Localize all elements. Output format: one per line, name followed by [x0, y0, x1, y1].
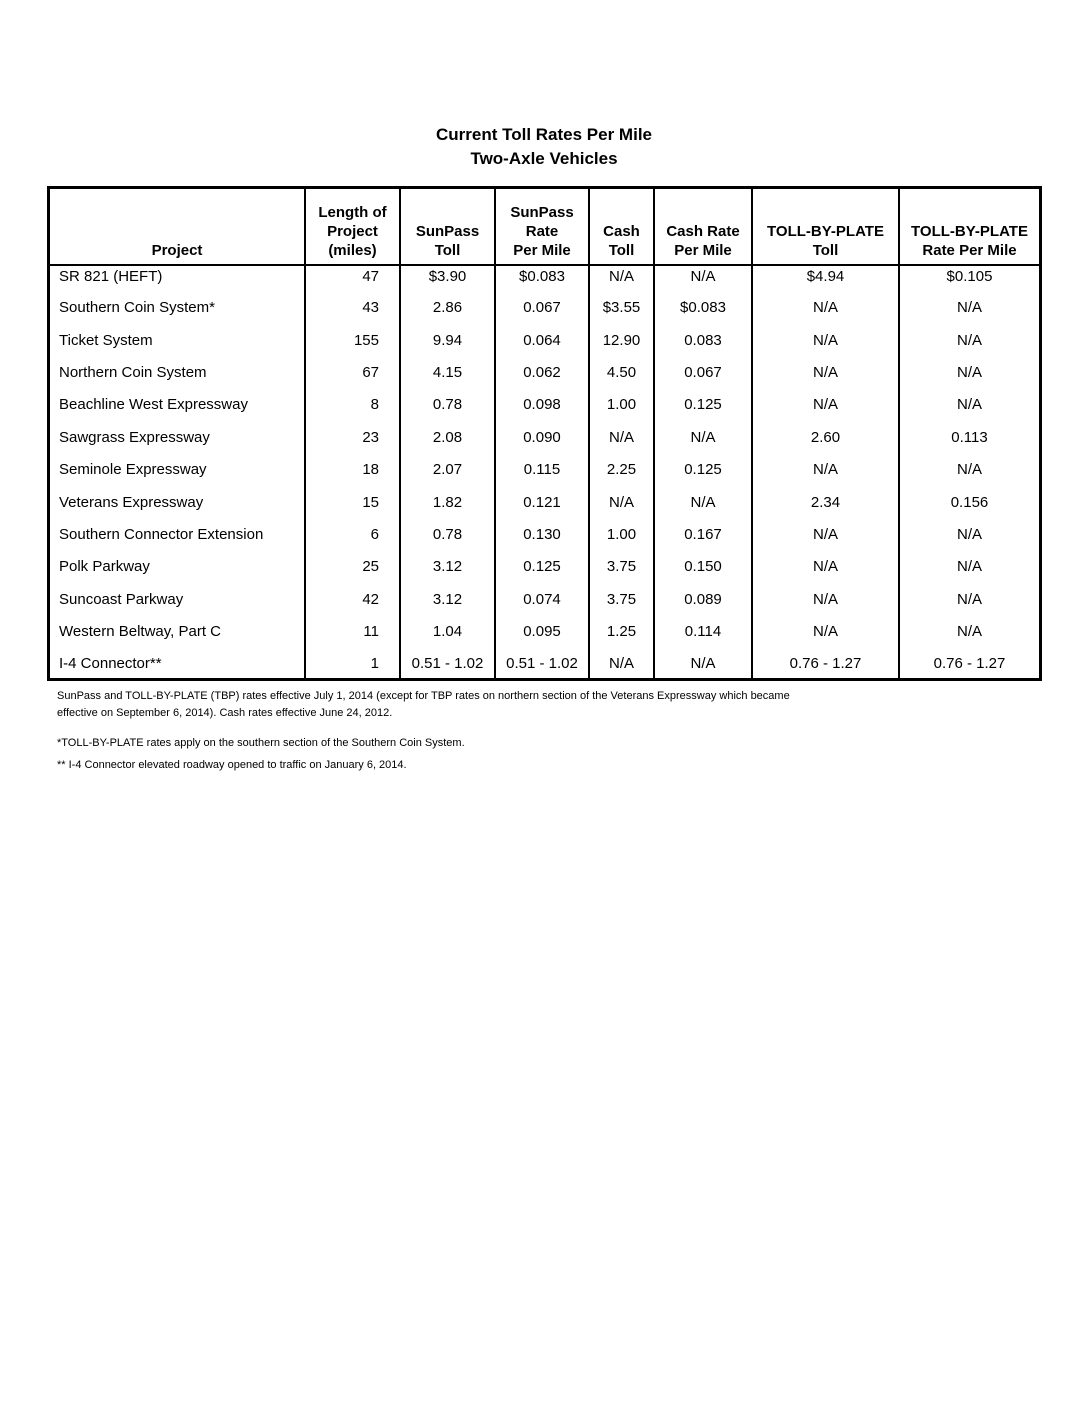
cell-tbp-rate: 0.76 - 1.27 — [899, 648, 1039, 680]
cell-tbp-rate: N/A — [899, 357, 1039, 389]
cell-length: 8 — [305, 389, 400, 421]
table-row — [50, 648, 1039, 680]
cell-tbp-rate: 0.156 — [899, 486, 1039, 518]
cell-cash-rate: 0.167 — [654, 519, 752, 551]
cell-sunpass-rate: 0.115 — [495, 454, 589, 486]
table-row — [50, 422, 1039, 454]
cell-tbp-toll: N/A — [752, 551, 899, 583]
header-tbp-toll: TOLL-BY-PLATE Toll — [752, 189, 899, 265]
table-row — [50, 551, 1039, 583]
cell-project: Southern Coin System* — [59, 299, 215, 317]
table-row — [50, 616, 1039, 648]
cell-tbp-rate: N/A — [899, 389, 1039, 421]
table-row — [50, 265, 1039, 292]
table-row — [50, 519, 1039, 551]
cell-cash-toll: N/A — [589, 422, 654, 454]
cell-sunpass-toll: 2.86 — [400, 292, 495, 324]
footnote-southern-coin: *TOLL-BY-PLATE rates apply on the southern section of the Southern Coin System. — [57, 737, 465, 749]
cell-cash-rate: 0.089 — [654, 584, 752, 616]
cell-tbp-toll: N/A — [752, 357, 899, 389]
cell-sunpass-toll: 1.04 — [400, 616, 495, 648]
cell-tbp-toll: 2.34 — [752, 486, 899, 518]
cell-length: 67 — [305, 357, 400, 389]
header-cash-toll: Cash Toll — [589, 189, 654, 265]
cell-project: Suncoast Parkway — [59, 590, 184, 608]
cell-cash-rate: N/A — [654, 486, 752, 518]
cell-tbp-toll: N/A — [752, 324, 899, 356]
cell-length: 42 — [305, 584, 400, 616]
cell-cash-toll: N/A — [589, 265, 654, 292]
cell-sunpass-rate: 0.121 — [495, 486, 589, 518]
cell-cash-toll: 2.25 — [589, 454, 654, 486]
cell-length: 155 — [305, 324, 400, 356]
cell-tbp-toll: N/A — [752, 454, 899, 486]
table-row — [50, 389, 1039, 421]
header-length: Length of Project (miles) — [305, 189, 400, 265]
cell-length: 6 — [305, 519, 400, 551]
cell-sunpass-toll: 0.78 — [400, 389, 495, 421]
cell-project: Veterans Expressway — [59, 493, 204, 511]
cell-length: 47 — [305, 265, 400, 292]
cell-sunpass-rate: $0.083 — [495, 265, 589, 292]
cell-length: 23 — [305, 422, 400, 454]
cell-cash-toll: 3.75 — [589, 551, 654, 583]
cell-sunpass-toll: 4.15 — [400, 357, 495, 389]
cell-cash-rate: 0.150 — [654, 551, 752, 583]
cell-sunpass-toll: 1.82 — [400, 486, 495, 518]
cell-cash-toll: $3.55 — [589, 292, 654, 324]
cell-cash-toll: 1.00 — [589, 519, 654, 551]
cell-sunpass-rate: 0.125 — [495, 551, 589, 583]
cell-tbp-rate: N/A — [899, 551, 1039, 583]
cell-sunpass-toll: 9.94 — [400, 324, 495, 356]
header-tbp-rate: TOLL-BY-PLATE Rate Per Mile — [899, 189, 1039, 265]
cell-project: Ticket System — [59, 331, 153, 349]
table-body — [50, 265, 1039, 681]
cell-length: 25 — [305, 551, 400, 583]
cell-tbp-toll: 0.76 - 1.27 — [752, 648, 899, 680]
cell-cash-rate: 0.125 — [654, 454, 752, 486]
cell-cash-rate: N/A — [654, 422, 752, 454]
table-row — [50, 454, 1039, 486]
cell-cash-rate: N/A — [654, 648, 752, 680]
cell-cash-toll: 3.75 — [589, 584, 654, 616]
cell-tbp-rate: $0.105 — [899, 265, 1039, 292]
cell-cash-toll: 1.00 — [589, 389, 654, 421]
cell-sunpass-rate: 0.074 — [495, 584, 589, 616]
page-title: Current Toll Rates Per Mile — [435, 125, 652, 144]
table-row — [50, 292, 1039, 324]
cell-cash-toll: 1.25 — [589, 616, 654, 648]
cell-sunpass-toll: 0.51 - 1.02 — [400, 648, 495, 680]
cell-project: I-4 Connector** — [59, 655, 162, 673]
cell-sunpass-rate: 0.130 — [495, 519, 589, 551]
cell-length: 43 — [305, 292, 400, 324]
cell-tbp-toll: N/A — [752, 389, 899, 421]
header-cash-rate: Cash Rate Per Mile — [654, 189, 752, 265]
cell-sunpass-rate: 0.51 - 1.02 — [495, 648, 589, 680]
cell-cash-rate: 0.114 — [654, 616, 752, 648]
cell-sunpass-toll: 0.78 — [400, 519, 495, 551]
cell-tbp-toll: N/A — [752, 616, 899, 648]
cell-tbp-toll: $4.94 — [752, 265, 899, 292]
table-row — [50, 584, 1039, 616]
cell-project: Western Beltway, Part C — [59, 623, 221, 641]
cell-tbp-rate: N/A — [899, 292, 1039, 324]
cell-cash-rate: $0.083 — [654, 292, 752, 324]
header-sunpass-toll: SunPass Toll — [400, 189, 495, 265]
footnote-effective-dates: SunPass and TOLL-BY-PLATE (TBP) rates effective July 1, 2014 (except for TBP rates on northern section of the Veterans Expressway which became effective on September 6, 2014). Cash rates effective June 24, 2012. — [57, 690, 790, 719]
cell-project: Northern Coin System — [59, 363, 207, 381]
cell-sunpass-toll: 3.12 — [400, 551, 495, 583]
cell-sunpass-rate: 0.062 — [495, 357, 589, 389]
cell-cash-rate: 0.067 — [654, 357, 752, 389]
cell-project: Southern Connector Extension — [59, 525, 264, 543]
cell-tbp-toll: N/A — [752, 519, 899, 551]
cell-project: Beachline West Expressway — [59, 396, 248, 414]
cell-length: 1 — [305, 648, 400, 680]
cell-tbp-toll: N/A — [752, 584, 899, 616]
cell-tbp-rate: N/A — [899, 616, 1039, 648]
cell-sunpass-toll: 3.12 — [400, 584, 495, 616]
cell-tbp-toll: N/A — [752, 292, 899, 324]
header-project: Project — [50, 189, 305, 265]
cell-cash-toll: N/A — [589, 648, 654, 680]
toll-rates-table — [50, 189, 1039, 681]
cell-cash-rate: 0.125 — [654, 389, 752, 421]
cell-length: 18 — [305, 454, 400, 486]
cell-project: Seminole Expressway — [59, 461, 207, 479]
table-row — [50, 324, 1039, 356]
cell-tbp-rate: N/A — [899, 519, 1039, 551]
cell-sunpass-rate: 0.064 — [495, 324, 589, 356]
toll-rates-table-frame — [47, 186, 1042, 681]
cell-sunpass-toll: $3.90 — [400, 265, 495, 292]
cell-tbp-rate: 0.113 — [899, 422, 1039, 454]
cell-length: 15 — [305, 486, 400, 518]
cell-length: 11 — [305, 616, 400, 648]
cell-cash-toll: 12.90 — [589, 324, 654, 356]
footnote-i4-connector: ** I-4 Connector elevated roadway opened to traffic on January 6, 2014. — [57, 759, 407, 771]
cell-project: SR 821 (HEFT) — [59, 268, 163, 285]
cell-sunpass-rate: 0.095 — [495, 616, 589, 648]
cell-tbp-rate: N/A — [899, 324, 1039, 356]
header-sunpass-rate: SunPass Rate Per Mile — [495, 189, 589, 265]
cell-cash-rate: 0.083 — [654, 324, 752, 356]
cell-project: Polk Parkway — [59, 558, 150, 576]
cell-tbp-rate: N/A — [899, 584, 1039, 616]
cell-sunpass-rate: 0.067 — [495, 292, 589, 324]
cell-project: Sawgrass Expressway — [59, 428, 210, 446]
table-row — [50, 486, 1039, 518]
table-header-row — [50, 189, 1039, 265]
cell-cash-toll: N/A — [589, 486, 654, 518]
table-row — [50, 357, 1039, 389]
cell-tbp-rate: N/A — [899, 454, 1039, 486]
cell-sunpass-rate: 0.090 — [495, 422, 589, 454]
page-subtitle: Two-Axle Vehicles — [470, 149, 618, 168]
cell-cash-toll: 4.50 — [589, 357, 654, 389]
cell-sunpass-toll: 2.08 — [400, 422, 495, 454]
cell-sunpass-toll: 2.07 — [400, 454, 495, 486]
cell-tbp-toll: 2.60 — [752, 422, 899, 454]
cell-sunpass-rate: 0.098 — [495, 389, 589, 421]
cell-cash-rate: N/A — [654, 265, 752, 292]
